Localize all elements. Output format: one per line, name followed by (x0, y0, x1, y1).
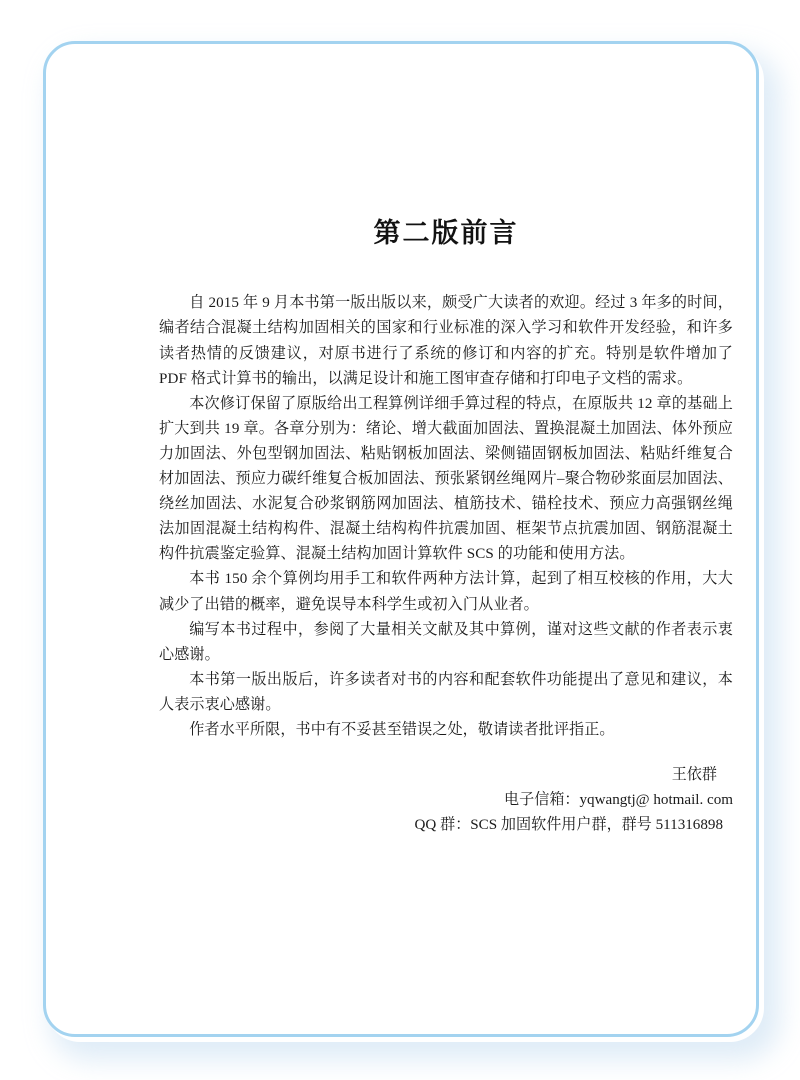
paragraph: 自 2015 年 9 月本书第一版出版以来，颇受广大读者的欢迎。经过 3 年多的时间，编者结合混凝土结构加固相关的国家和行业标准的深入学习和软件开发经验，和许多读者热情的反馈建议，对原书进行了系统的修订和内容的扩充。特别是软件增加了 PDF 格式计算书的输出，以满足设计和施工图审查存储和打印电子文档的需求。 (159, 295, 733, 387)
author-email: 电子信箱：yqwangtj@ hotmail. com (504, 792, 733, 809)
author-name: 王依群 (671, 767, 717, 784)
paragraph: 本书 150 余个算例均用手工和软件两种方法计算，起到了相互校核的作用，大大减少了出错的概率，避免误导本科学生或初入门从业者。 (159, 571, 733, 613)
decorative-page-border (43, 41, 759, 1037)
paragraph: 编写本书过程中，参阅了大量相关文献及其中算例，谨对这些文献的作者表示衷心感谢。 (159, 621, 733, 663)
preface-body (159, 291, 733, 743)
page-title: 第二版前言 (373, 218, 519, 248)
paragraph: 本次修订保留了原版给出工程算例详细手算过程的特点，在原版共 12 章的基础上扩大到共 19 章。各章分别为：绪论、增大截面加固法、置换混凝土加固法、体外预应力加固法、外包型钢加固法、粘贴钢板加固法、梁侧锚固钢板加固法、粘贴纤维复合材加固法、预应力碳纤维复合板加固法、预张紧钢丝绳网片–聚合物砂浆面层加固法、绕丝加固法、水泥复合砂浆钢筋网加固法、植筋技术、锚栓技术、预应力高强钢丝绳法加固混凝土结构构件、混凝土结构构件抗震加固、框架节点抗震加固、钢筋混凝土构件抗震鉴定验算、混凝土结构加固计算软件 SCS 的功能和使用方法。 (159, 395, 733, 563)
signature-block (159, 763, 733, 838)
paragraph: 本书第一版出版后，许多读者对书的内容和配套软件功能提出了意见和建议，本人表示衷心感谢。 (159, 671, 733, 713)
paragraph: 作者水平所限，书中有不妥甚至错误之处，敬请读者批评指正。 (189, 721, 615, 738)
page-content (159, 104, 733, 838)
author-qq-group: QQ 群：SCS 加固软件用户群，群号 511316898 (414, 817, 723, 834)
